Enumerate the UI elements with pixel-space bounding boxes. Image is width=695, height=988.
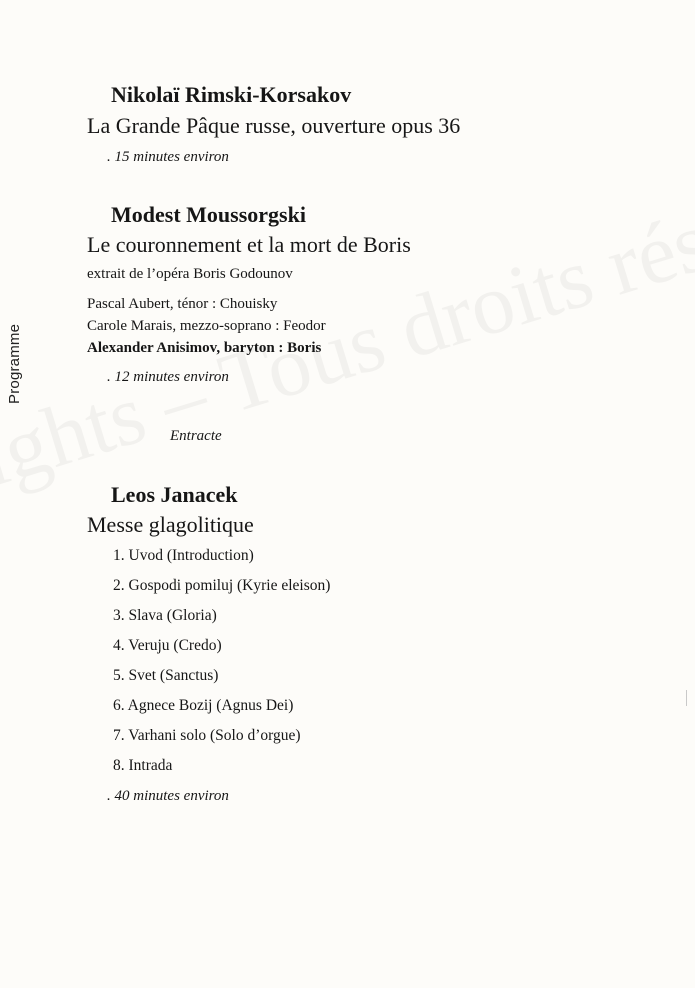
movement-item: 2. Gospodi pomiluj (Kyrie eleison) (113, 577, 331, 594)
work-title: La Grande Pâque russe, ouverture opus 36 (87, 113, 461, 138)
movement-item: 1. Uvod (Introduction) (113, 547, 254, 564)
composer-name: Leos Janacek (111, 482, 238, 507)
movement-item: 5. Svet (Sanctus) (113, 667, 219, 684)
composer-name: Modest Moussorgski (111, 202, 306, 227)
work-duration: . 15 minutes environ (107, 149, 229, 165)
composer-name: Nikolaï Rimski-Korsakov (111, 82, 352, 107)
movement-item: 3. Slava (Gloria) (113, 607, 217, 624)
work-title: Messe glagolitique (87, 512, 254, 537)
performer-line: Pascal Aubert, ténor : Chouisky (87, 296, 278, 312)
performer-line: Alexander Anisimov, baryton : Boris (87, 340, 322, 356)
work-duration: . 12 minutes environ (107, 369, 229, 385)
page-edge-mark (686, 690, 687, 706)
intermission-label: Entracte (170, 428, 222, 444)
work-subtitle: extrait de l’opéra Boris Godounov (87, 266, 293, 282)
copyright-watermark (0, 157, 695, 516)
work-title: Le couronnement et la mort de Boris (87, 232, 411, 257)
programme-side-label: Programme (6, 323, 23, 404)
movement-item: 8. Intrada (113, 757, 173, 774)
work-duration: . 40 minutes environ (107, 788, 229, 804)
movement-item: 7. Varhani solo (Solo d’orgue) (113, 727, 301, 744)
movement-item: 4. Veruju (Credo) (113, 637, 222, 654)
performer-line: Carole Marais, mezzo-soprano : Feodor (87, 318, 326, 334)
movement-item: 6. Agnece Bozij (Agnus Dei) (113, 697, 294, 714)
